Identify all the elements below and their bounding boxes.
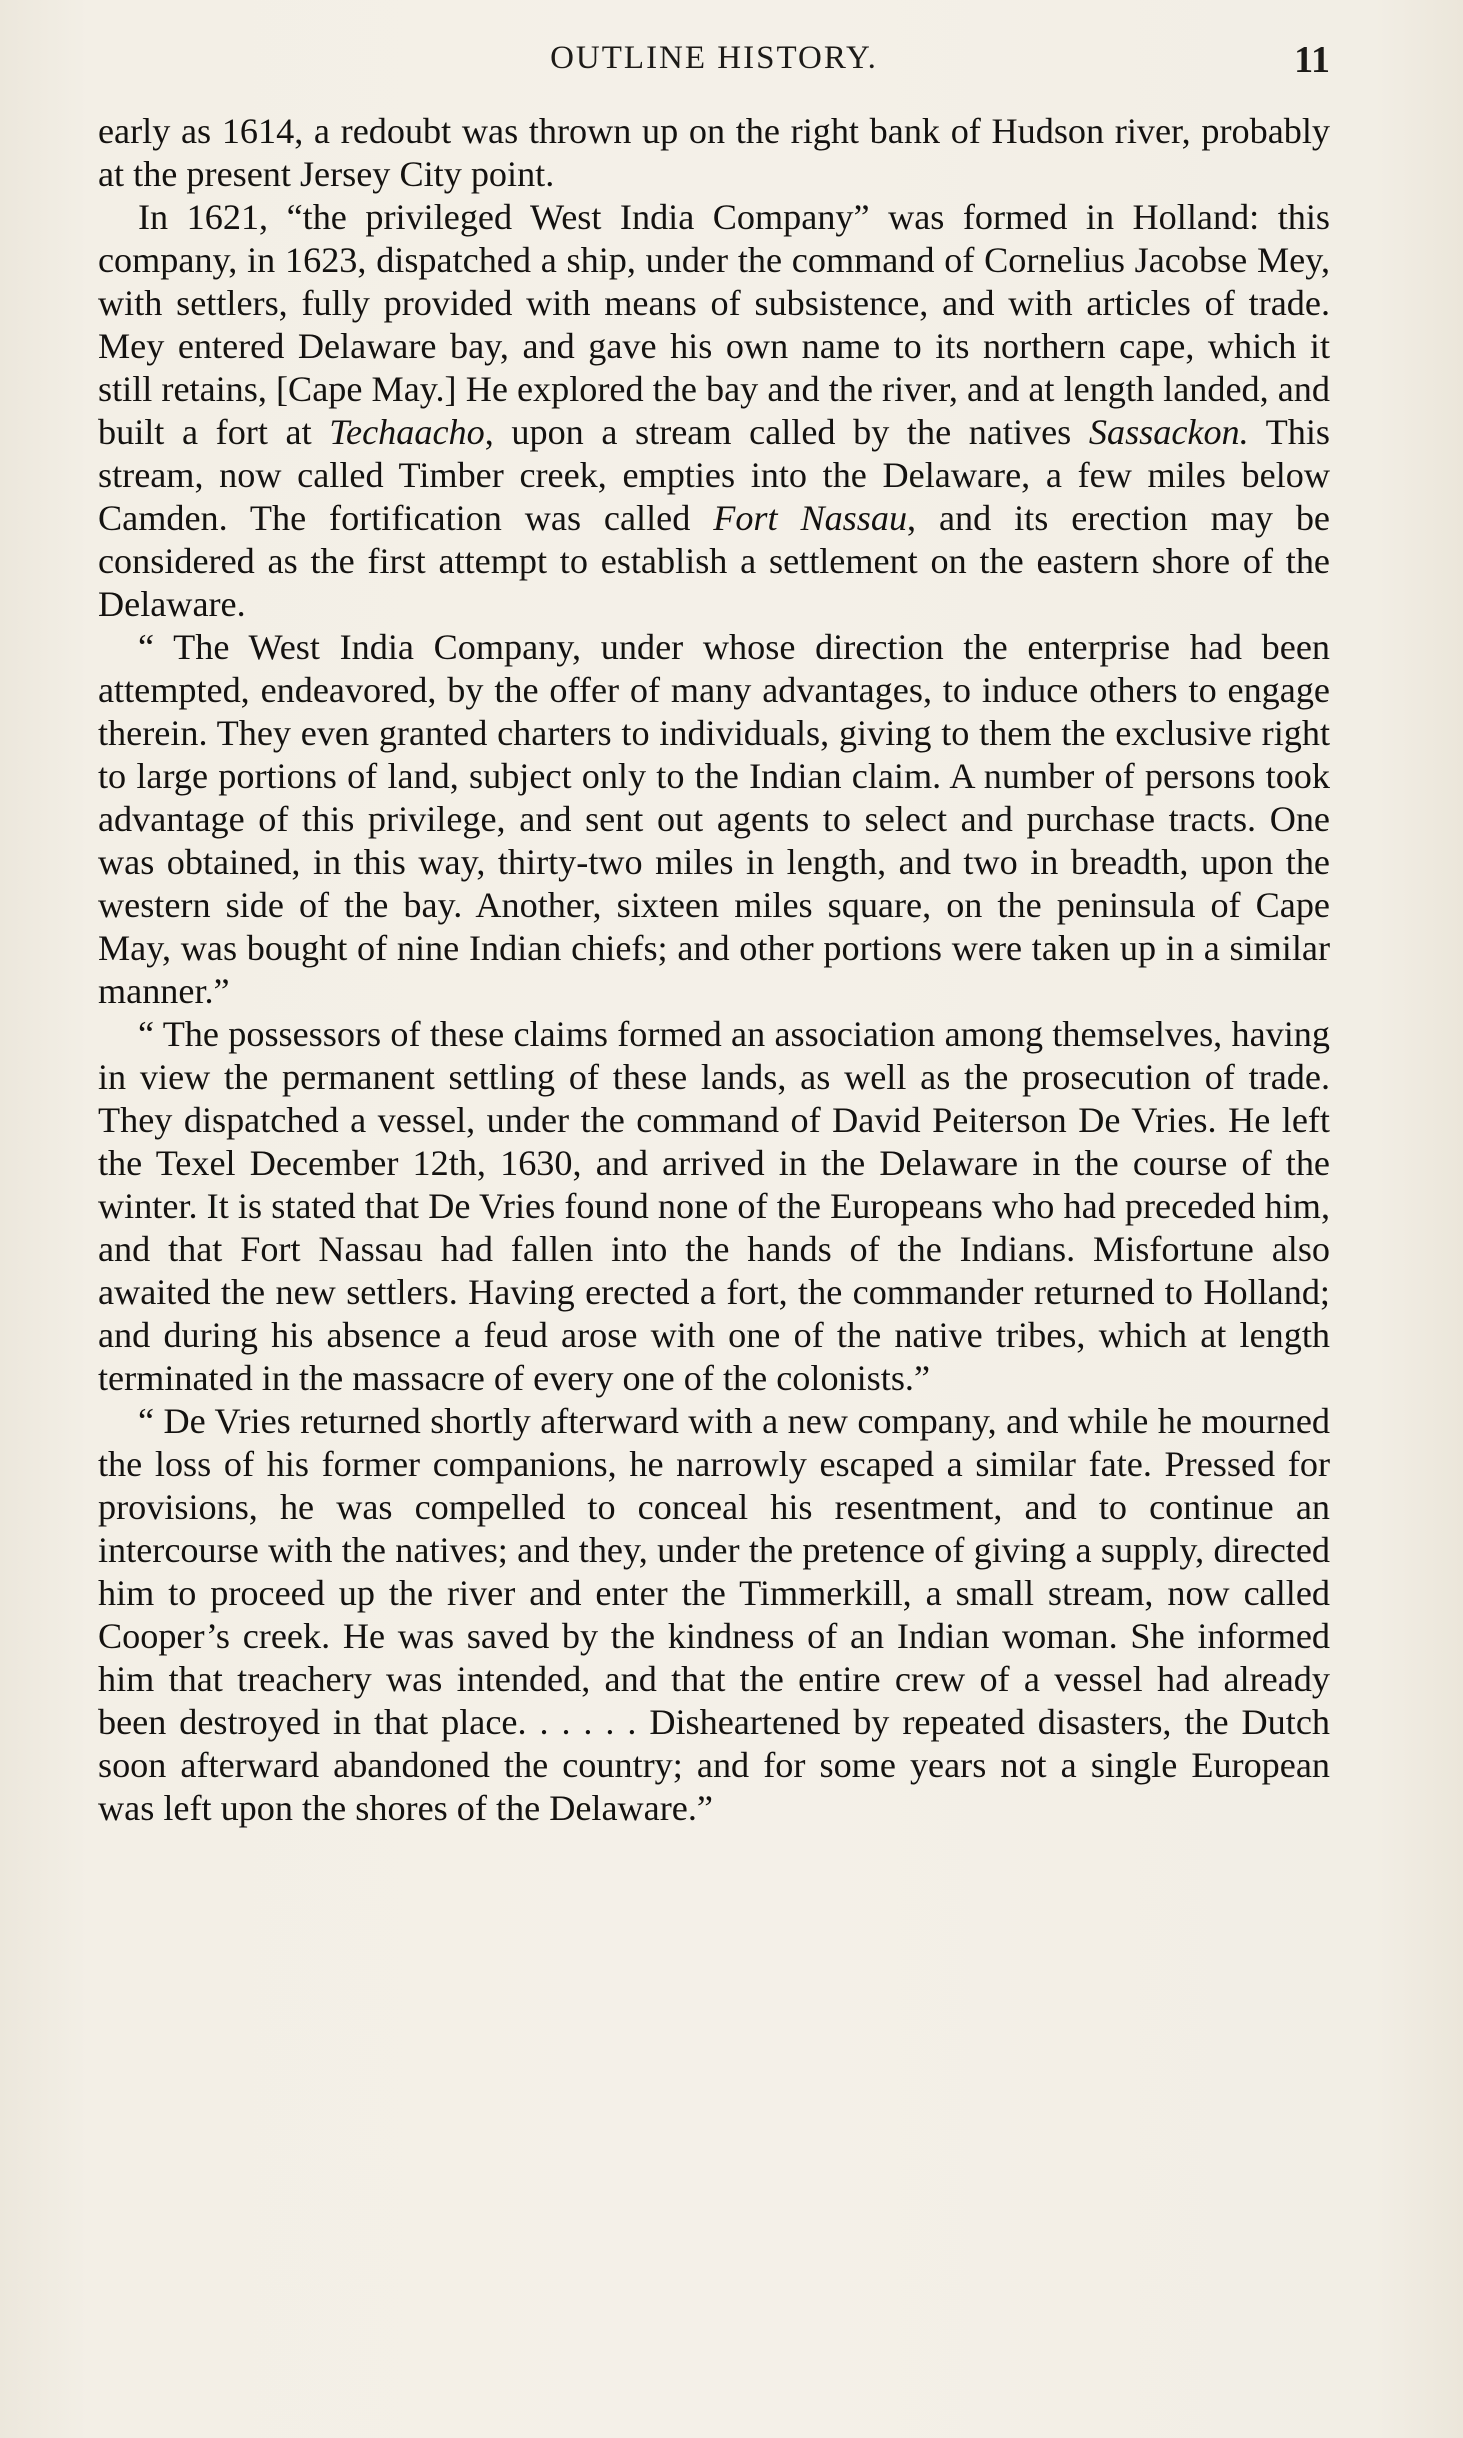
text-run: early as 1614, a redoubt was thrown up on the right bank of Hudson river, probably at the present Jersey City point. [98, 111, 1330, 194]
italic-term: Techaacho [329, 412, 485, 452]
paragraph-west-india-company [98, 196, 1330, 626]
body-text [98, 110, 1330, 1830]
page-number: 11 [1294, 39, 1330, 81]
paragraph-de-vries-return [98, 1400, 1330, 1830]
text-run: In 1621, “the privileged West India Company” was formed in Holland: this company, in 1623, dispatched a ship, under the command of Cornelius Jacobse Mey, with settlers, fully provided with means of subsistence, and with articles of trade. Mey entered Delaware bay, and gave his own name to its northern cape, which it still retains, [Cape May.] He explored the bay and the river, and at length landed, and built a fort at [98, 197, 1330, 452]
text-run: This stream, now called Timber creek, empties into the Delaware, a few miles below Camden. The fortification was called [98, 412, 1331, 538]
text-run: “ The possessors of these claims formed an association among themselves, having in view the permanent settling of these lands, as well as the prosecution of trade. They dispatched a vessel, under the command of David Peiterson De Vries. He left the Texel December 12th, 1630, and arrived in the Delaware in the course of the winter. It is stated that De Vries found none of the Europeans who had preceded him, and that Fort Nassau had fallen into the hands of the Indians. Misfortune also awaited the new settlers. Having erected a fort, the commander returned to Holland; and during his absence a feud arose with one of the native tribes, which at length terminated in the massacre of every one of the colonists.” [98, 1014, 1330, 1398]
text-run: , and its erection may be considered as the first attempt to establish a settlement on the eastern shore of the Delaware. [98, 498, 1330, 624]
page-title: OUTLINE HISTORY. [550, 40, 878, 76]
paragraph-continuation [98, 110, 1330, 196]
italic-term: Sassackon. [1088, 412, 1249, 452]
running-head [98, 40, 1330, 84]
paragraph-de-vries-voyage [98, 1013, 1330, 1400]
text-run: “ De Vries returned shortly afterward with a new company, and while he mourned the loss of his former companions, he narrowly escaped a similar fate. Pressed for provisions, he was compelled to conceal his resentment, and to continue an intercourse with the natives; and they, under the pretence of giving a supply, directed him to proceed up the river and enter the Timmerkill, a small stream, now called Cooper’s creek. He was saved by the kindness of an Indian woman. She informed him that treachery was intended, and that the entire crew of a vessel had already been destroyed in that place. . . . . . Disheartened by repeated disasters, the Dutch soon afterward abandoned the country; and for some years not a single European was left upon the shores of the Delaware.” [98, 1401, 1330, 1828]
italic-term: Fort Nassau [713, 498, 908, 538]
text-run: “ The West India Company, under whose direction the enterprise had been attempted, endeavored, by the offer of many advantages, to induce others to engage therein. They even granted charters to individuals, giving to them the exclusive right to large portions of land, subject only to the Indian claim. A number of persons took advantage of this privilege, and sent out agents to select and purchase tracts. One was obtained, in this way, thirty-two miles in length, and two in breadth, upon the western side of the bay. Another, sixteen miles square, on the peninsula of Cape May, was bought of nine Indian chiefs; and other portions were taken up in a similar manner.” [98, 627, 1330, 1011]
text-run: , upon a stream called by the natives [484, 412, 1089, 452]
paragraph-charters [98, 626, 1330, 1013]
